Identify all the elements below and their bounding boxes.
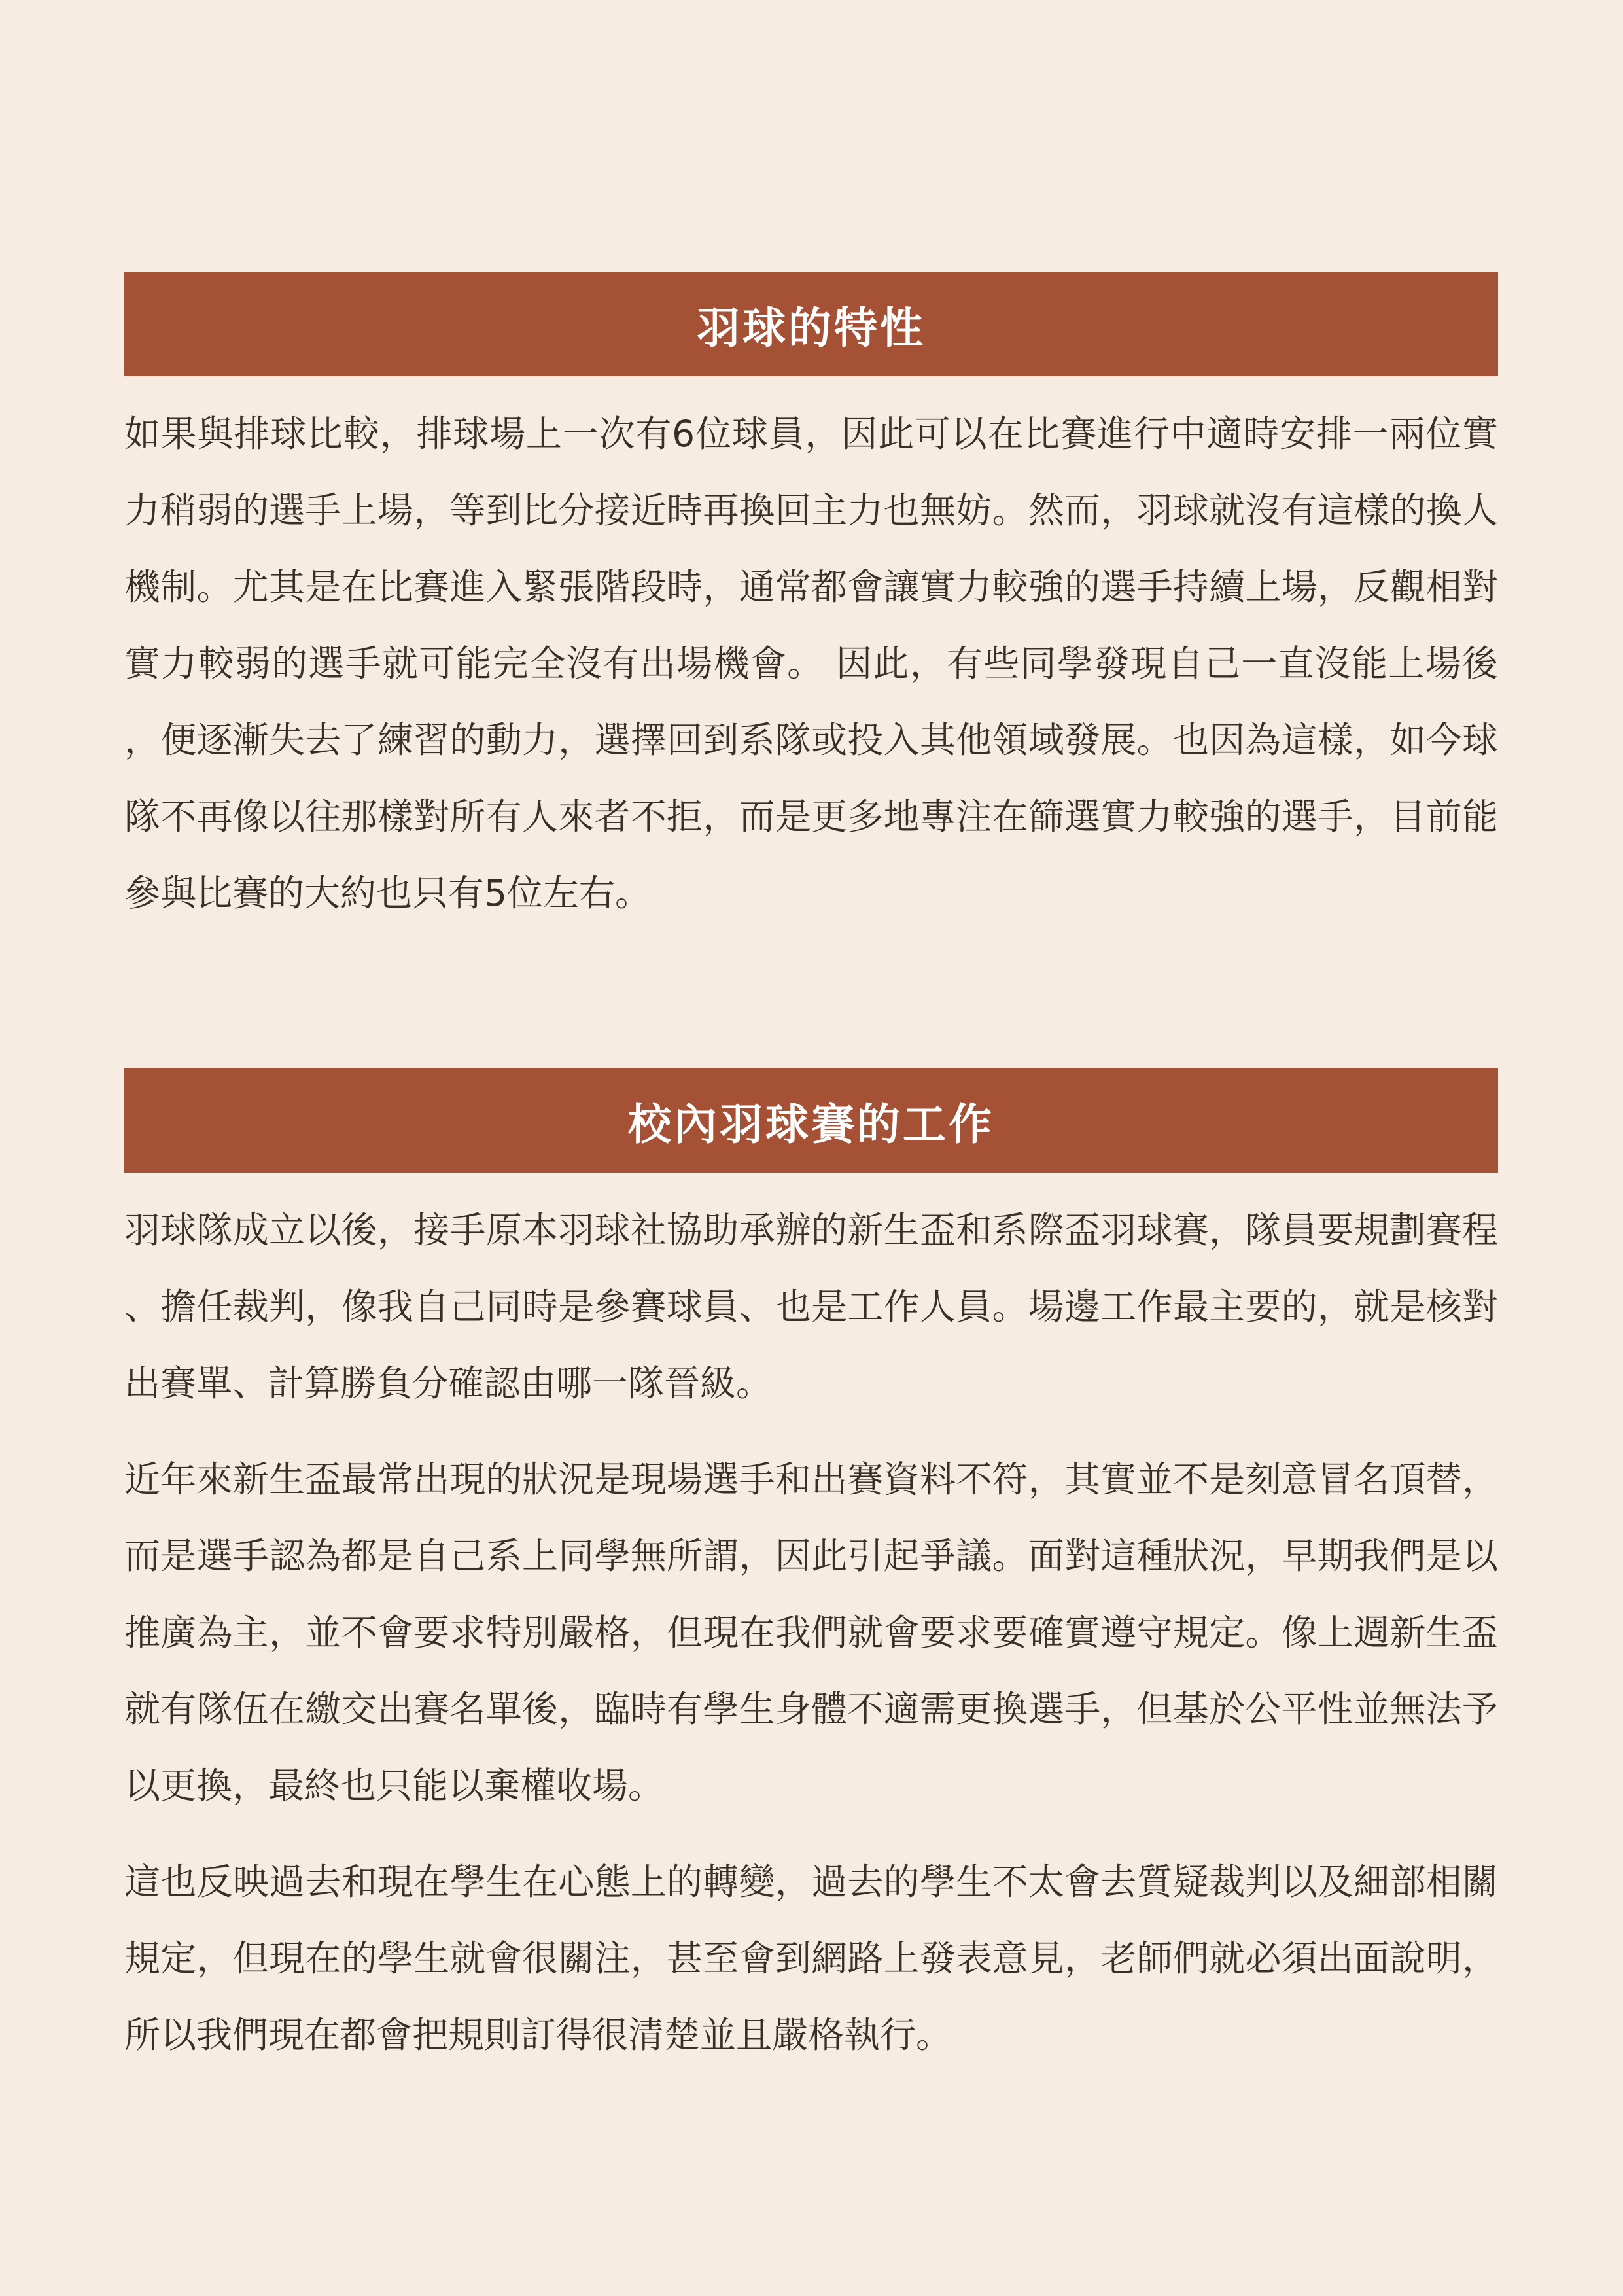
section-title: 羽球的特性 <box>697 302 926 353</box>
body-paragraph: 這也反映過去和現在學生在心態上的轉變，過去的學生不太會去質疑裁判以及細部相關規定，但現在的學生就會很關注，甚至會到網路上發表意見，老師們就必須出面說明，所以我們現在都會把規則訂得很清楚並且嚴格執行。 <box>124 1861 1498 2056</box>
section-body <box>124 1192 1498 2074</box>
section-title-banner <box>124 1068 1498 1173</box>
section-campus-tournament-work <box>124 1068 1498 2093</box>
section-badminton-characteristics <box>124 272 1498 951</box>
section-title: 校內羽球賽的工作 <box>628 1099 994 1150</box>
body-paragraph: 羽球隊成立以後，接手原本羽球社協助承辦的新生盃和系際盃羽球賽，隊員要規劃賽程、擔任裁判，像我自己同時是參賽球員、也是工作人員。場邊工作最主要的，就是核對出賽單、計算勝負分確認由哪一隊晉級。 <box>124 1209 1498 1404</box>
section-title-banner <box>124 272 1498 376</box>
body-paragraph: 如果與排球比較，排球場上一次有6位球員，因此可以在比賽進行中適時安排一兩位實力稍弱的選手上場，等到比分接近時再換回主力也無妨。然而，羽球就沒有這樣的換人機制。尤其是在比賽進入緊張階段時，通常都會讓實力較強的選手持續上場，反觀相對實力較弱的選手就可能完全沒有出場機會。 因此，有些同學發現自己一直沒能上場後，便逐漸失去了練習的動力，選擇回到系隊或投入其他領域發展。也因為這樣，如今球隊不再像以往那樣對所有人來者不拒，而是更多地專注在篩選實力較強的選手，目前能參與比賽的大約也只有5位左右。 <box>124 413 1498 914</box>
body-paragraph: 近年來新生盃最常出現的狀況是現場選手和出賽資料不符，其實並不是刻意冒名頂替，而是選手認為都是自己系上同學無所謂，因此引起爭議。面對這種狀況，早期我們是以推廣為主，並不會要求特別嚴格，但現在我們就會要求要確實遵守規定。像上週新生盃就有隊伍在繳交出賽名單後，臨時有學生身體不適需更換選手，但基於公平性並無法予以更換，最終也只能以棄權收場。 <box>124 1458 1498 1807</box>
section-body <box>124 396 1498 932</box>
